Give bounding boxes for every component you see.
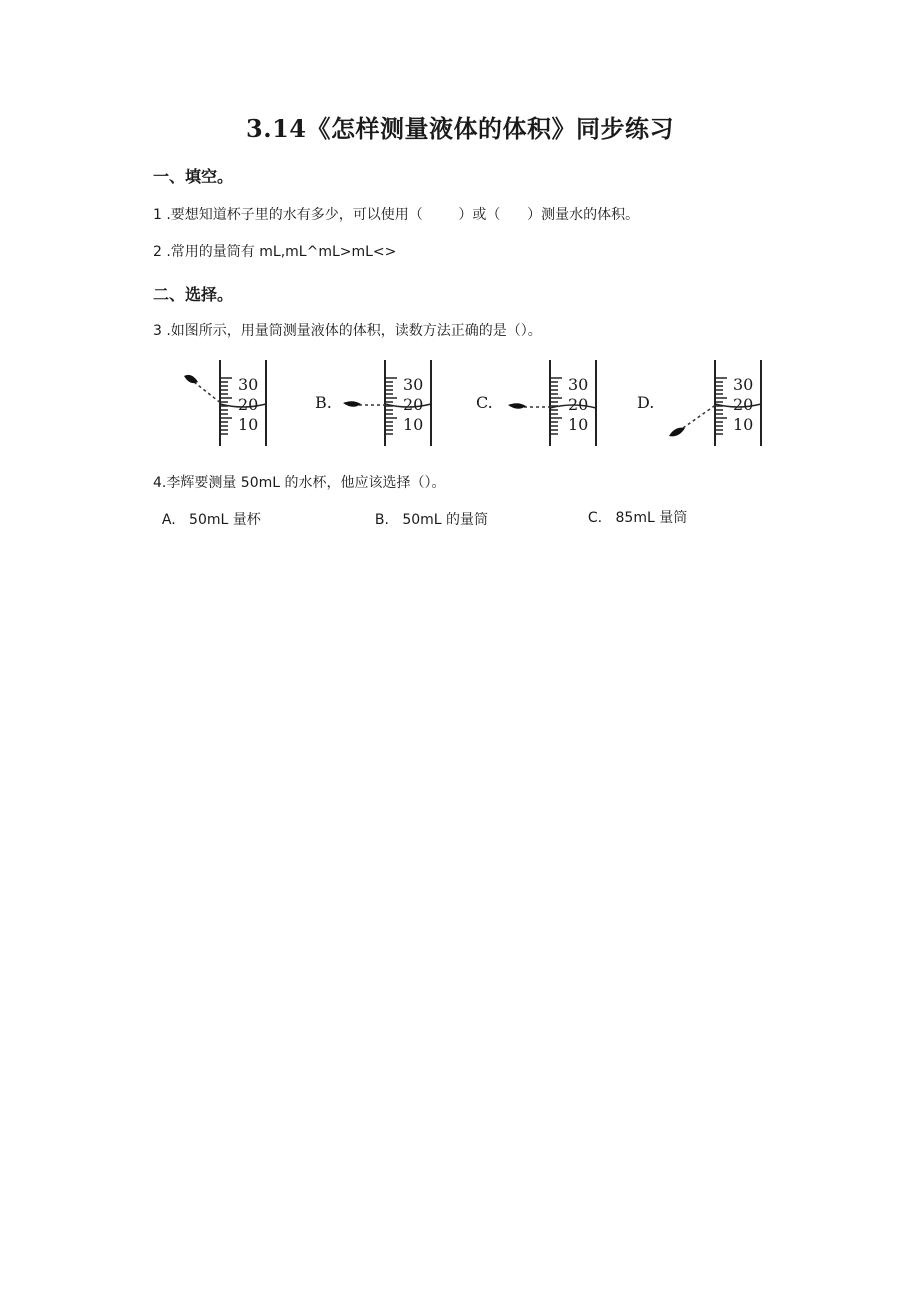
option-b-letter: B. <box>374 512 389 528</box>
figure-b-tick-30: 30 <box>403 375 424 394</box>
figure-b-tick-20: 20 <box>403 395 424 414</box>
figure-c-tick-30: 30 <box>568 375 589 394</box>
question-3: 3 .如图所示，用量筒测量液体的体积，读数方法正确的是（）。 <box>153 323 542 339</box>
figure-d <box>637 360 761 446</box>
figure-d-label: D. <box>637 393 655 412</box>
cylinder-figures <box>160 356 780 452</box>
option-c-text: 85mL 量筒 <box>615 510 688 526</box>
page-title: 3.14《怎样测量液体的体积》同步练习 <box>246 114 674 143</box>
eye-icon <box>508 403 526 409</box>
eye-icon <box>669 428 685 437</box>
figure-c-label: C. <box>476 393 493 412</box>
figure-c <box>476 360 596 446</box>
section-heading-choice: 二、选择。 <box>153 285 234 304</box>
figure-b-tick-10: 10 <box>403 415 424 434</box>
figure-a-tick-10: 10 <box>238 415 259 434</box>
option-b <box>366 493 488 529</box>
option-a-text: 50mL 量杯 <box>189 512 261 528</box>
question-4: 4.李辉要测量 50mL 的水杯，他应该选择（）。 <box>153 475 446 491</box>
option-c <box>579 491 687 527</box>
question-1: 1 .要想知道杯子里的水有多少，可以使用（ ）或（ ）测量水的体积。 <box>153 207 640 223</box>
question-2: 2 .常用的量筒有 mL,mL^mL>mL<> <box>153 244 397 260</box>
option-b-text: 50mL 的量筒 <box>402 512 489 528</box>
option-a-letter: A. <box>161 512 176 528</box>
figure-d-tick-10: 10 <box>733 415 754 434</box>
figure-a <box>184 360 266 446</box>
figure-c-tick-10: 10 <box>568 415 589 434</box>
figure-b <box>315 360 431 446</box>
figure-b-label: B. <box>315 393 332 412</box>
figure-d-tick-20: 20 <box>733 395 754 414</box>
figure-a-tick-30: 30 <box>238 375 259 394</box>
option-c-letter: C. <box>587 510 603 526</box>
eye-icon <box>184 375 198 383</box>
eye-icon <box>343 401 361 407</box>
option-a <box>153 493 261 529</box>
figure-d-tick-30: 30 <box>733 375 754 394</box>
section-heading-fill: 一、填空。 <box>153 167 234 186</box>
figure-a-tick-20: 20 <box>238 395 259 414</box>
figure-c-tick-20: 20 <box>568 395 589 414</box>
